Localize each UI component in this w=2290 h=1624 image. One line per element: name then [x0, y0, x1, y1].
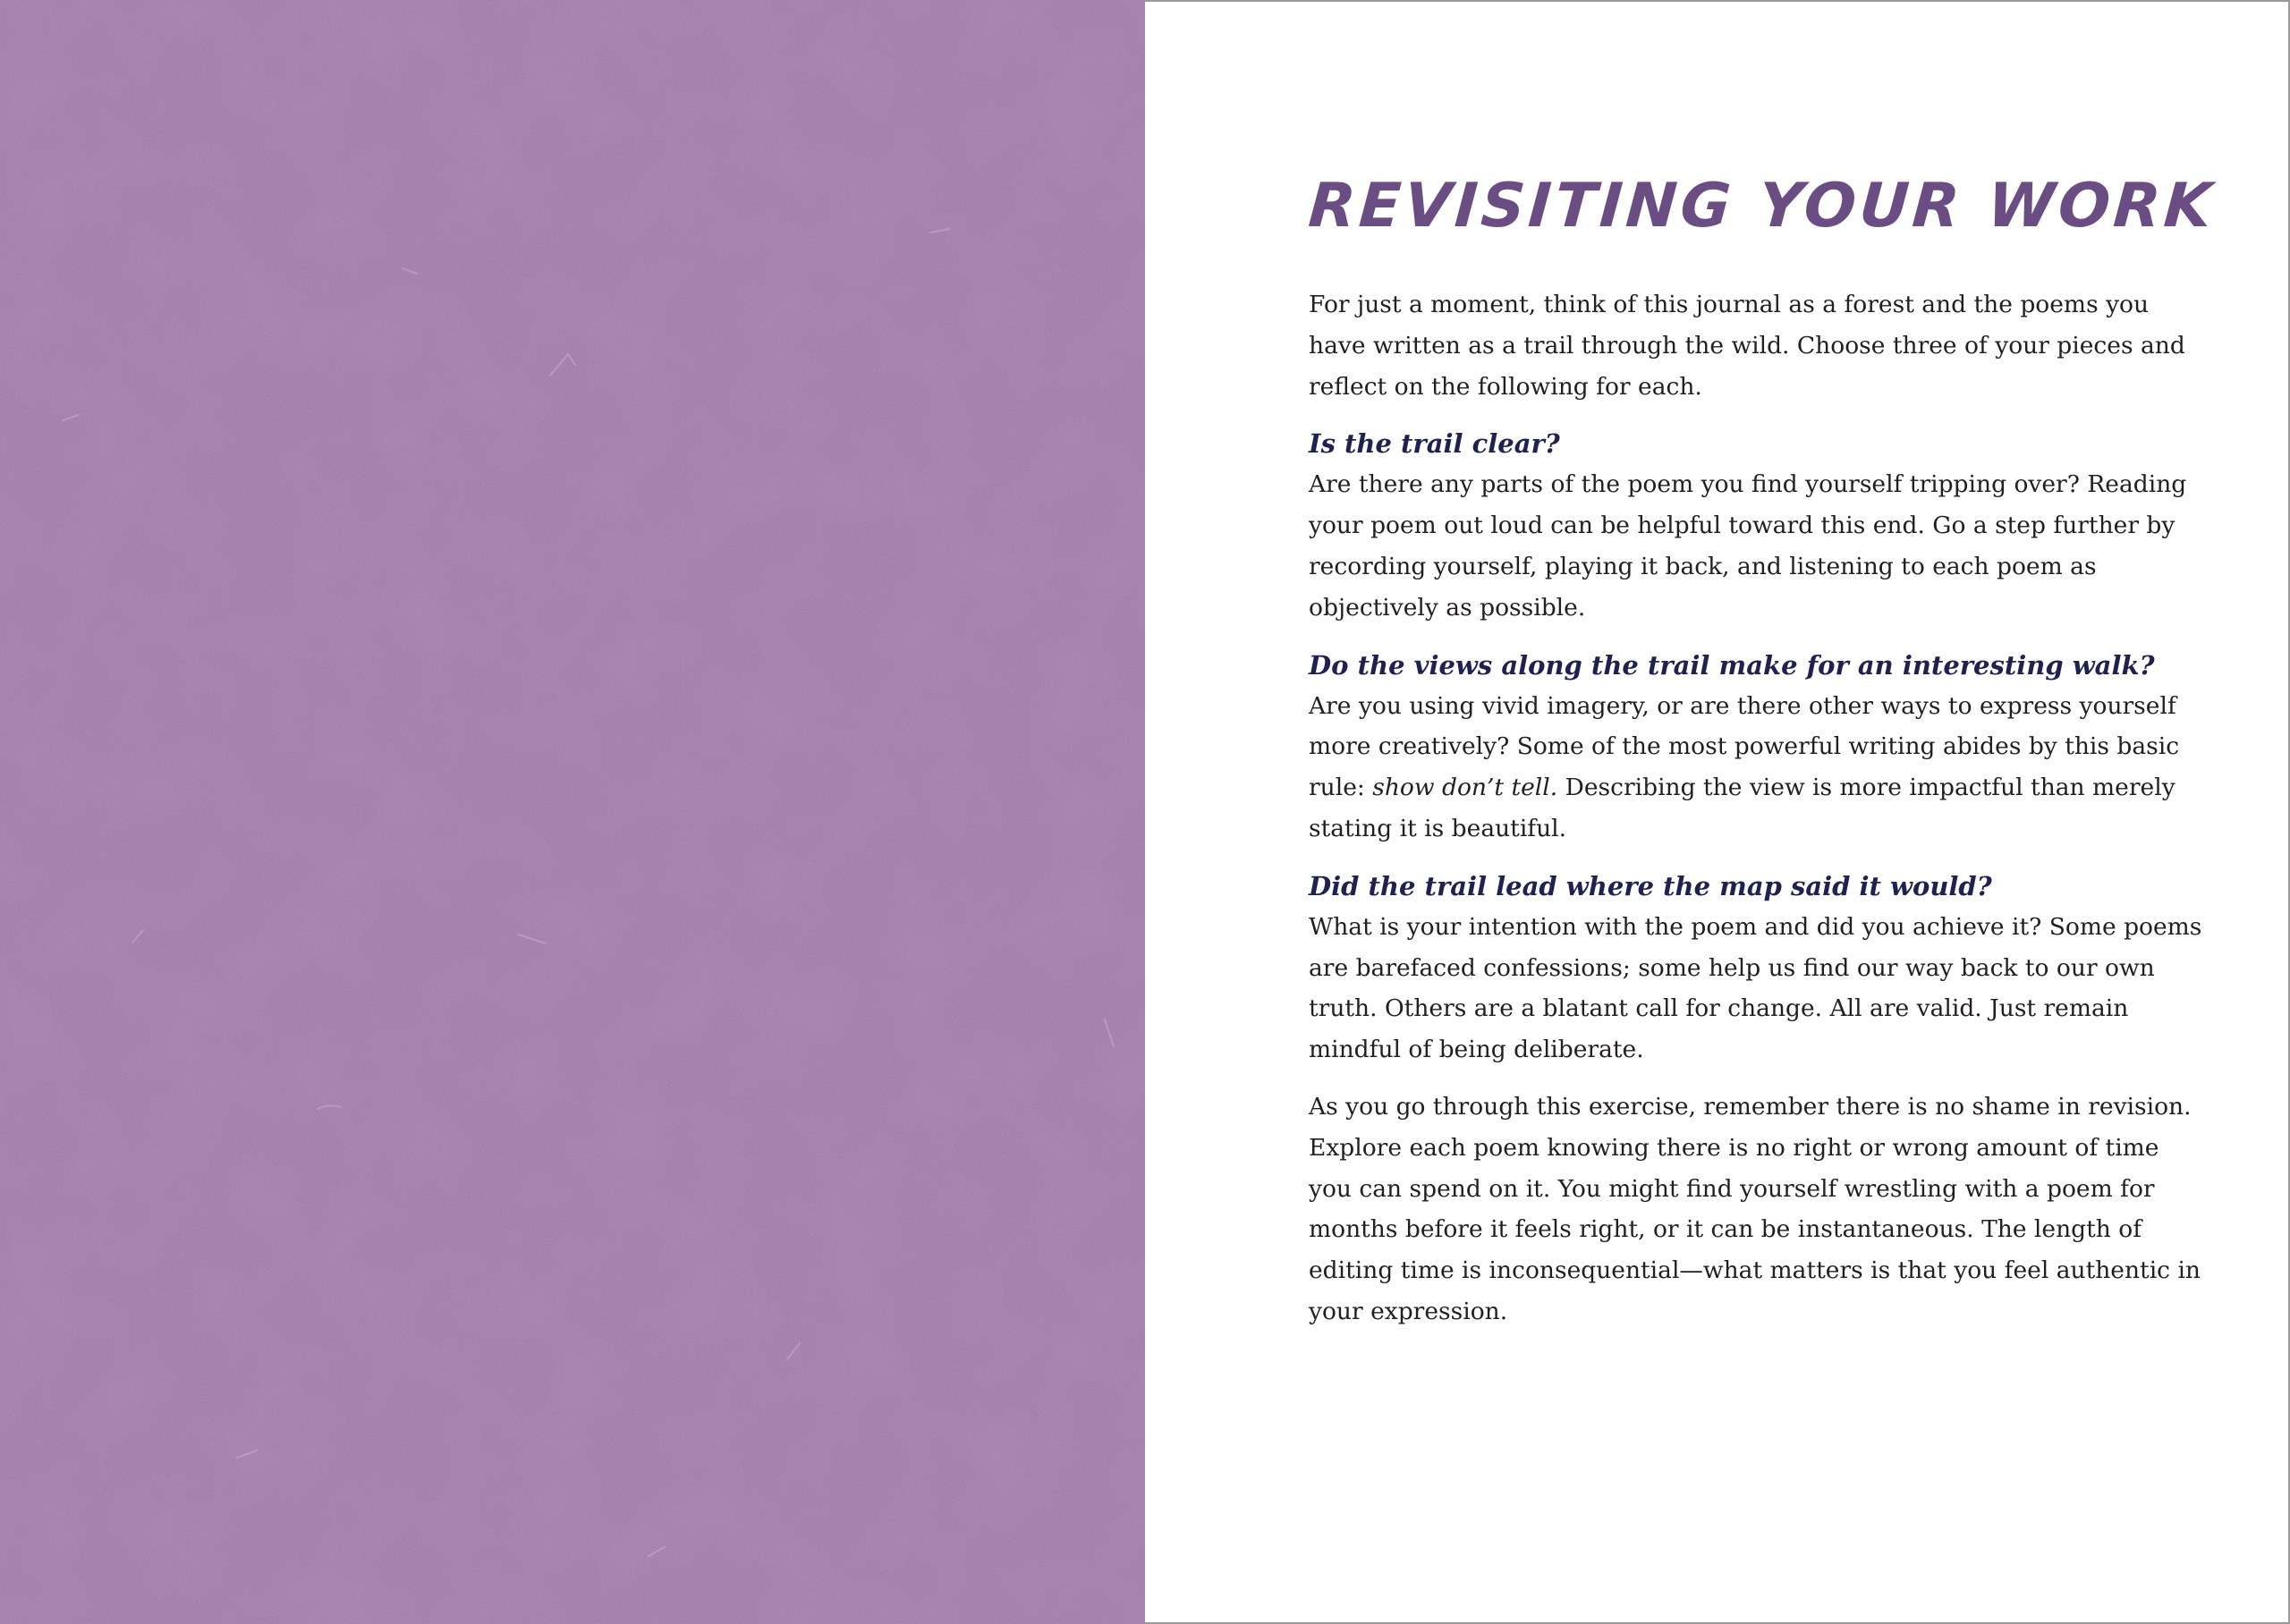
closing-paragraph: As you go through this exercise, remember there is no shame in revision. Explore each poem knowing there is no right or wrong amount of time you can spend on it. You might find yourself wrestling with a poem for months before it feels right, or it can be instantaneous. The length of editing time is inconsequential—what matters is that you feel authentic in your expression.: [1309, 1092, 2201, 1325]
emphasis-text: show don’t tell.: [1372, 774, 1558, 802]
section-body: Are there any parts of the poem you find yourself tripping over? Reading your poem out loud can be helpful toward this end. Go a step further by recording yourself, playing it back, and listening to each poem as objectively as possible.: [1309, 470, 2187, 622]
intro-paragraph: For just a moment, think of this journal as a forest and the poems you have written as a trail through the wild. Choose three of your pieces and reflect on the following for each.: [1309, 291, 2185, 401]
section-body: [1309, 686, 2203, 850]
section-trail-views: [1309, 645, 2203, 850]
section-trail-map: [1309, 866, 2203, 1070]
page-content: [1306, 163, 2218, 1332]
question-heading: Is the trail clear?: [1309, 428, 1560, 460]
page-title: REVISITING YOUR WORK: [1306, 171, 2218, 241]
body-text-before: Are you using vivid imagery, or are there other ways to express yourself more creatively? Some of the most powerful writing abides by this basic rule:: [1309, 691, 2180, 802]
question-heading: Did the trail lead where the map said it would?: [1309, 870, 1992, 901]
question-heading: Do the views along the trail make for an interesting walk?: [1309, 649, 2155, 681]
body-text-after: Describing the view is more impactful than merely stating it is beautiful.: [1309, 774, 2176, 842]
text-page: [1145, 0, 2290, 1624]
section-body: What is your intention with the poem and did you achieve it? Some poems are barefaced confessions; some help us find our way back to our own truth. Others are a blatant call for change. All are valid. Just remain mindful of being deliberate.: [1309, 912, 2202, 1064]
section-trail-clear: [1309, 423, 2203, 628]
